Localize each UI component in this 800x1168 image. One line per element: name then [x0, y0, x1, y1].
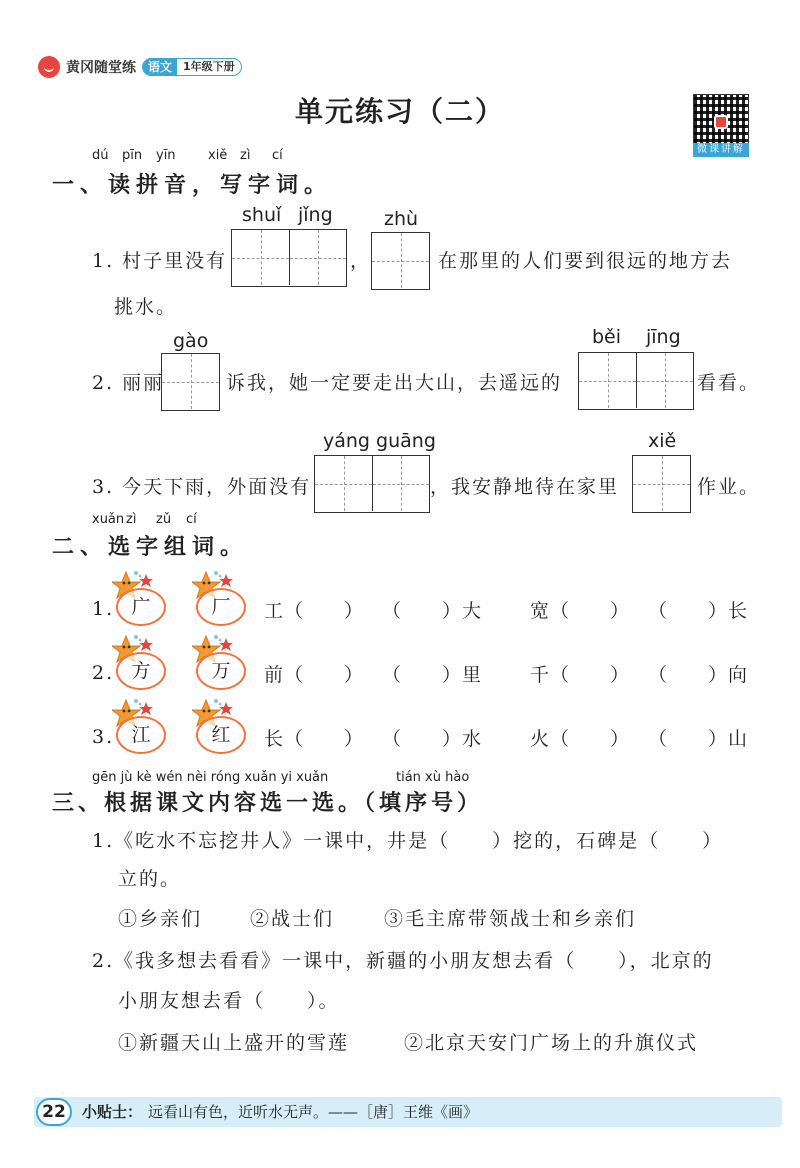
row-number: 2. — [92, 662, 115, 684]
starfish-char-choice — [192, 570, 248, 626]
q2-pinyin-gao: gào — [173, 330, 209, 352]
q3-text-after: 作业。 — [697, 476, 761, 498]
word-blank[interactable]: （ ）山 — [648, 728, 749, 750]
choice-char: 广 — [131, 596, 151, 618]
section1-pinyin: dú pīn yīn xiě zì cí — [92, 148, 283, 163]
q3-text-middle: ，我安静地待在家里 — [430, 476, 620, 498]
starfish-char-choice — [112, 698, 168, 754]
q2-writing-grid-1[interactable] — [161, 353, 220, 411]
word-blank[interactable]: 千（ ） — [530, 664, 631, 686]
section3-title: 三、根据课文内容选一选。（填序号） — [52, 790, 484, 816]
q2-text-after: 看看。 — [697, 372, 761, 394]
page-number: 22 — [36, 1098, 72, 1126]
q3-writing-grid-2[interactable] — [632, 455, 691, 513]
q3-pinyin-yangguang: yáng guāng — [323, 430, 436, 452]
s3-q1-option-3: ③毛主席带领战士和乡亲们 — [384, 908, 637, 930]
word-blank[interactable]: 长（ ） — [264, 728, 365, 750]
row-number: 3. — [92, 726, 115, 748]
q2-pinyin-bei: běi — [592, 326, 622, 348]
s3-q2-line1: 2.《我多想去看看》一课中，新疆的小朋友想去看（ ），北京的 — [92, 950, 714, 972]
choice-char: 方 — [131, 660, 151, 682]
q1-pinyin-jing: jǐng — [298, 204, 333, 226]
q1-pinyin-zhu: zhù — [384, 208, 419, 230]
section2-title: 二、选字组词。 — [52, 534, 249, 560]
q2-text-before: 2. 丽丽 — [92, 372, 165, 394]
s3-q1-line2: 立的。 — [118, 868, 182, 890]
starfish-char-choice — [192, 698, 248, 754]
grade-label: 1年级下册 — [183, 60, 235, 73]
starfish-char-choice — [192, 634, 248, 690]
q1-text-line2: 挑水。 — [114, 296, 178, 318]
qr-caption: 微课讲解 — [693, 143, 749, 157]
section3-pinyin: gēn jù kè wén nèi róng xuǎn yi xuǎn — [92, 770, 329, 785]
section1-title: 一、读拼音，写字词。 — [52, 172, 333, 198]
s3-q1-option-1: ①乡亲们 — [118, 908, 203, 930]
page-title: 单元练习（二） — [294, 95, 505, 128]
q1-writing-grid-2[interactable] — [371, 232, 430, 290]
section2-pinyin: xuǎn zì zǔ cí — [92, 512, 197, 527]
starfish-char-choice — [112, 570, 168, 626]
s3-q2-option-1: ①新疆天山上盛开的雪莲 — [118, 1032, 350, 1054]
q3-writing-grid-1[interactable] — [314, 455, 430, 513]
choice-char: 江 — [131, 724, 151, 746]
word-blank[interactable]: （ ）水 — [382, 728, 483, 750]
q2-pinyin-jing: jīng — [646, 326, 681, 348]
brand-header — [38, 56, 242, 78]
choice-char: 红 — [211, 724, 231, 746]
q3-pinyin-xie: xiě — [648, 430, 677, 452]
s3-q2-line2: 小朋友想去看（ ）。 — [118, 990, 340, 1012]
word-blank[interactable]: 火（ ） — [530, 728, 631, 750]
subject-label: 语文 — [143, 58, 177, 76]
section3-pinyin-2: tián xù hào — [396, 770, 470, 785]
q1-text-before: 1. 村子里没有 — [92, 250, 228, 272]
word-blank[interactable]: 工（ ） — [264, 600, 365, 622]
row-number: 1. — [92, 598, 115, 620]
choice-char: 万 — [211, 660, 231, 682]
q1-text-after: 在那里的人们要到很远的地方去 — [438, 250, 733, 272]
word-blank[interactable]: （ ）大 — [382, 600, 483, 622]
s3-q1-line1: 1.《吃水不忘挖井人》一课中，井是（ ）挖的，石碑是（ ） — [92, 830, 724, 852]
q1-pinyin-shui: shuǐ — [242, 204, 282, 226]
word-blank[interactable]: （ ）长 — [648, 600, 749, 622]
brand-name: 黄冈随堂练 — [66, 60, 136, 76]
qr-code-icon[interactable] — [693, 94, 749, 150]
choice-char: 厂 — [211, 596, 231, 618]
starfish-char-choice — [112, 634, 168, 690]
smile-logo-icon — [38, 56, 60, 78]
word-blank[interactable]: （ ）里 — [382, 664, 483, 686]
tip-text: 远看山有色，近听水无声。——［唐］王维《画》 — [148, 1103, 479, 1121]
q2-writing-grid-2[interactable] — [578, 352, 694, 410]
q1-comma: ， — [350, 250, 372, 272]
word-blank[interactable]: （ ）向 — [648, 664, 749, 686]
s3-q2-option-2: ②北京天安门广场上的升旗仪式 — [404, 1032, 699, 1054]
word-blank[interactable]: 前（ ） — [264, 664, 365, 686]
q3-text-before: 3. 今天下雨，外面没有 — [92, 476, 312, 498]
word-blank[interactable]: 宽（ ） — [530, 600, 631, 622]
subject-tag — [142, 58, 242, 76]
s3-q1-option-2: ②战士们 — [250, 908, 335, 930]
tip-label: 小贴士： — [82, 1103, 143, 1121]
q2-text-middle: 诉我，她一定要走出大山，去遥远的 — [226, 372, 563, 394]
q1-writing-grid-1[interactable] — [231, 229, 347, 287]
